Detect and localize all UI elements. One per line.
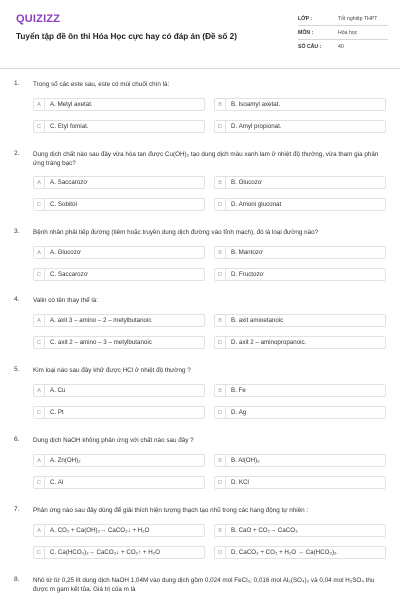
answer-option-d[interactable] — [214, 476, 386, 489]
question-text: Trong số các este sau, este có mùi chuối chín là: — [33, 81, 170, 88]
option-text: A. Glucozơ — [50, 249, 81, 256]
option-letter: C — [34, 477, 45, 488]
meta-value: Tốt nghiệp THPT — [338, 15, 378, 22]
option-letter: B — [215, 525, 226, 536]
answer-option-a[interactable] — [33, 176, 205, 189]
option-text: D. CaCO₃ + CO₂ + H₂O → Ca(HCO₃)₂. — [231, 549, 339, 556]
answer-option-c[interactable] — [33, 198, 205, 211]
option-letter: C — [34, 269, 45, 280]
answer-option-c[interactable] — [33, 336, 205, 349]
option-letter: D — [215, 121, 226, 132]
meta-row-question-count — [298, 40, 388, 54]
answer-option-b[interactable] — [214, 176, 386, 189]
question-number: 3. — [14, 228, 20, 235]
option-text: B. Mantozơ — [231, 249, 263, 256]
option-text: D. Amoni gluconat — [231, 201, 282, 208]
option-letter: D — [215, 337, 226, 348]
meta-row-class — [298, 12, 388, 26]
question-text: Nhỏ từ từ 0,25 lít dung dịch NaOH 1,04M vào dung dịch gồm 0,024 mol FeCl₃; 0,016 mol Al₂(SO₄)₃ và 0,04 mol H₂SO₄ thu được m gam kết tủa. Giá trị của m là — [33, 577, 375, 593]
answer-option-c[interactable] — [33, 120, 205, 133]
answer-option-b[interactable] — [214, 314, 386, 327]
option-letter: C — [34, 547, 45, 558]
option-text: C. Pt — [50, 409, 64, 416]
option-letter: D — [215, 547, 226, 558]
document-title: Tuyển tập đề ôn thi Hóa Học cực hay có đáp án (Đề số 2) — [16, 32, 237, 41]
answer-option-d[interactable] — [214, 406, 386, 419]
answer-option-d[interactable] — [214, 336, 386, 349]
question-number: 8. — [14, 576, 20, 583]
option-letter: B — [215, 247, 226, 258]
option-text: D. Fructozơ — [231, 271, 264, 278]
question-text: Kim loại nào sau đây khử được HCl ở nhiệt độ thường ? — [33, 367, 191, 374]
answer-option-c[interactable] — [33, 406, 205, 419]
option-letter: B — [215, 177, 226, 188]
option-text: A. axit 3 – amino – 2 – metylbutanoic — [50, 317, 152, 324]
option-text: A. Metyl axetat. — [50, 101, 93, 108]
meta-value: 40 — [338, 44, 344, 50]
option-text: C. Ca(HCO₃)₂→ CaCO₃↓ + CO₂↑ + H₂O — [50, 549, 160, 556]
option-text: B. Fe — [231, 387, 246, 394]
meta-table — [298, 12, 388, 54]
option-letter: C — [34, 199, 45, 210]
quizizz-logo: QUIZIZZ — [16, 13, 61, 25]
question-text: Valin có tên thay thế là: — [33, 297, 98, 304]
answer-option-a[interactable] — [33, 98, 205, 111]
answer-option-d[interactable] — [214, 546, 386, 559]
option-text: B. Glucozơ — [231, 179, 262, 186]
option-letter: B — [215, 455, 226, 466]
answer-option-b[interactable] — [214, 246, 386, 259]
option-letter: D — [215, 199, 226, 210]
option-text: A. CO₂ + Ca(OH)₂→ CaCO₃↓ + H₂O — [50, 527, 150, 534]
question-text: Bệnh nhân phải tiếp đường (tiêm hoặc truyền dung dịch đường vào tĩnh mạch), đó là loại đường nào? — [33, 229, 319, 236]
question-number: 4. — [14, 296, 20, 303]
question-number: 1. — [14, 80, 20, 87]
answer-option-c[interactable] — [33, 546, 205, 559]
option-letter: B — [215, 385, 226, 396]
answer-option-c[interactable] — [33, 268, 205, 281]
answer-option-b[interactable] — [214, 524, 386, 537]
option-letter: A — [34, 99, 45, 110]
option-letter: B — [215, 99, 226, 110]
option-text: C. Sobitol — [50, 201, 77, 208]
answer-option-d[interactable] — [214, 198, 386, 211]
option-letter: C — [34, 337, 45, 348]
option-text: A. Cu — [50, 387, 66, 394]
option-text: D. axit 2 – aminopropanoic. — [231, 339, 307, 346]
answer-option-a[interactable] — [33, 524, 205, 537]
option-letter: A — [34, 525, 45, 536]
option-text: D. KCl — [231, 479, 249, 486]
option-text: A. Zn(OH)₂ — [50, 457, 81, 464]
question-text: Phản ứng nào sau đây dùng để giải thích hiện tượng thạch tạo nhũ trong các hang động tự nhiên : — [33, 507, 309, 514]
answer-option-b[interactable] — [214, 454, 386, 467]
answer-option-d[interactable] — [214, 120, 386, 133]
option-letter: A — [34, 247, 45, 258]
option-letter: A — [34, 455, 45, 466]
answer-option-d[interactable] — [214, 268, 386, 281]
page-header — [0, 0, 400, 64]
option-letter: D — [215, 269, 226, 280]
option-letter: D — [215, 477, 226, 488]
header-divider — [0, 68, 400, 69]
option-text: C. Al — [50, 479, 64, 486]
meta-label: MÔN : — [298, 29, 314, 36]
answer-option-a[interactable] — [33, 384, 205, 397]
option-text: B. Isoamyl axetat. — [231, 101, 281, 108]
answer-option-c[interactable] — [33, 476, 205, 489]
meta-row-subject — [298, 26, 388, 40]
meta-label: LỚP : — [298, 15, 313, 22]
option-letter: C — [34, 121, 45, 132]
option-letter: A — [34, 177, 45, 188]
question-number: 2. — [14, 150, 20, 157]
meta-value: Hóa học — [338, 29, 358, 36]
answer-option-b[interactable] — [214, 384, 386, 397]
question-text: Dung dịch NaOH không phản ứng với chất nào sau đây ? — [33, 437, 194, 444]
option-text: B. Al(OH)₃ — [231, 457, 260, 464]
answer-option-a[interactable] — [33, 454, 205, 467]
answer-option-b[interactable] — [214, 98, 386, 111]
question-number: 7. — [14, 506, 20, 513]
option-letter: B — [215, 315, 226, 326]
question-text: Dung dịch chất nào sau đây vừa hòa tan được Cu(OH)₂ tạo dung dịch màu xanh lam ở nhiệt độ thường, vừa tham gia phản ứng tráng bạc? — [33, 151, 379, 167]
question-number: 6. — [14, 436, 20, 443]
option-text: B. axit amioetanoic — [231, 317, 284, 324]
question-number: 5. — [14, 366, 20, 373]
option-letter: D — [215, 407, 226, 418]
answer-option-a[interactable] — [33, 246, 205, 259]
option-text: C. axit 2 – amino – 3 – metylbutanoic — [50, 339, 152, 346]
meta-label: SỐ CÂU : — [298, 44, 322, 50]
option-text: A. Saccarozơ — [50, 179, 88, 186]
option-text: D. Amyl propionat. — [231, 123, 282, 130]
option-letter: A — [34, 385, 45, 396]
option-text: C. Etyl fomiat. — [50, 123, 89, 130]
option-letter: C — [34, 407, 45, 418]
option-letter: A — [34, 315, 45, 326]
option-text: C. Saccarozơ — [50, 271, 88, 278]
answer-option-a[interactable] — [33, 314, 205, 327]
option-text: B. CaO + CO₂→ CaCO₃ — [231, 527, 298, 534]
option-text: D. Ag — [231, 409, 247, 416]
